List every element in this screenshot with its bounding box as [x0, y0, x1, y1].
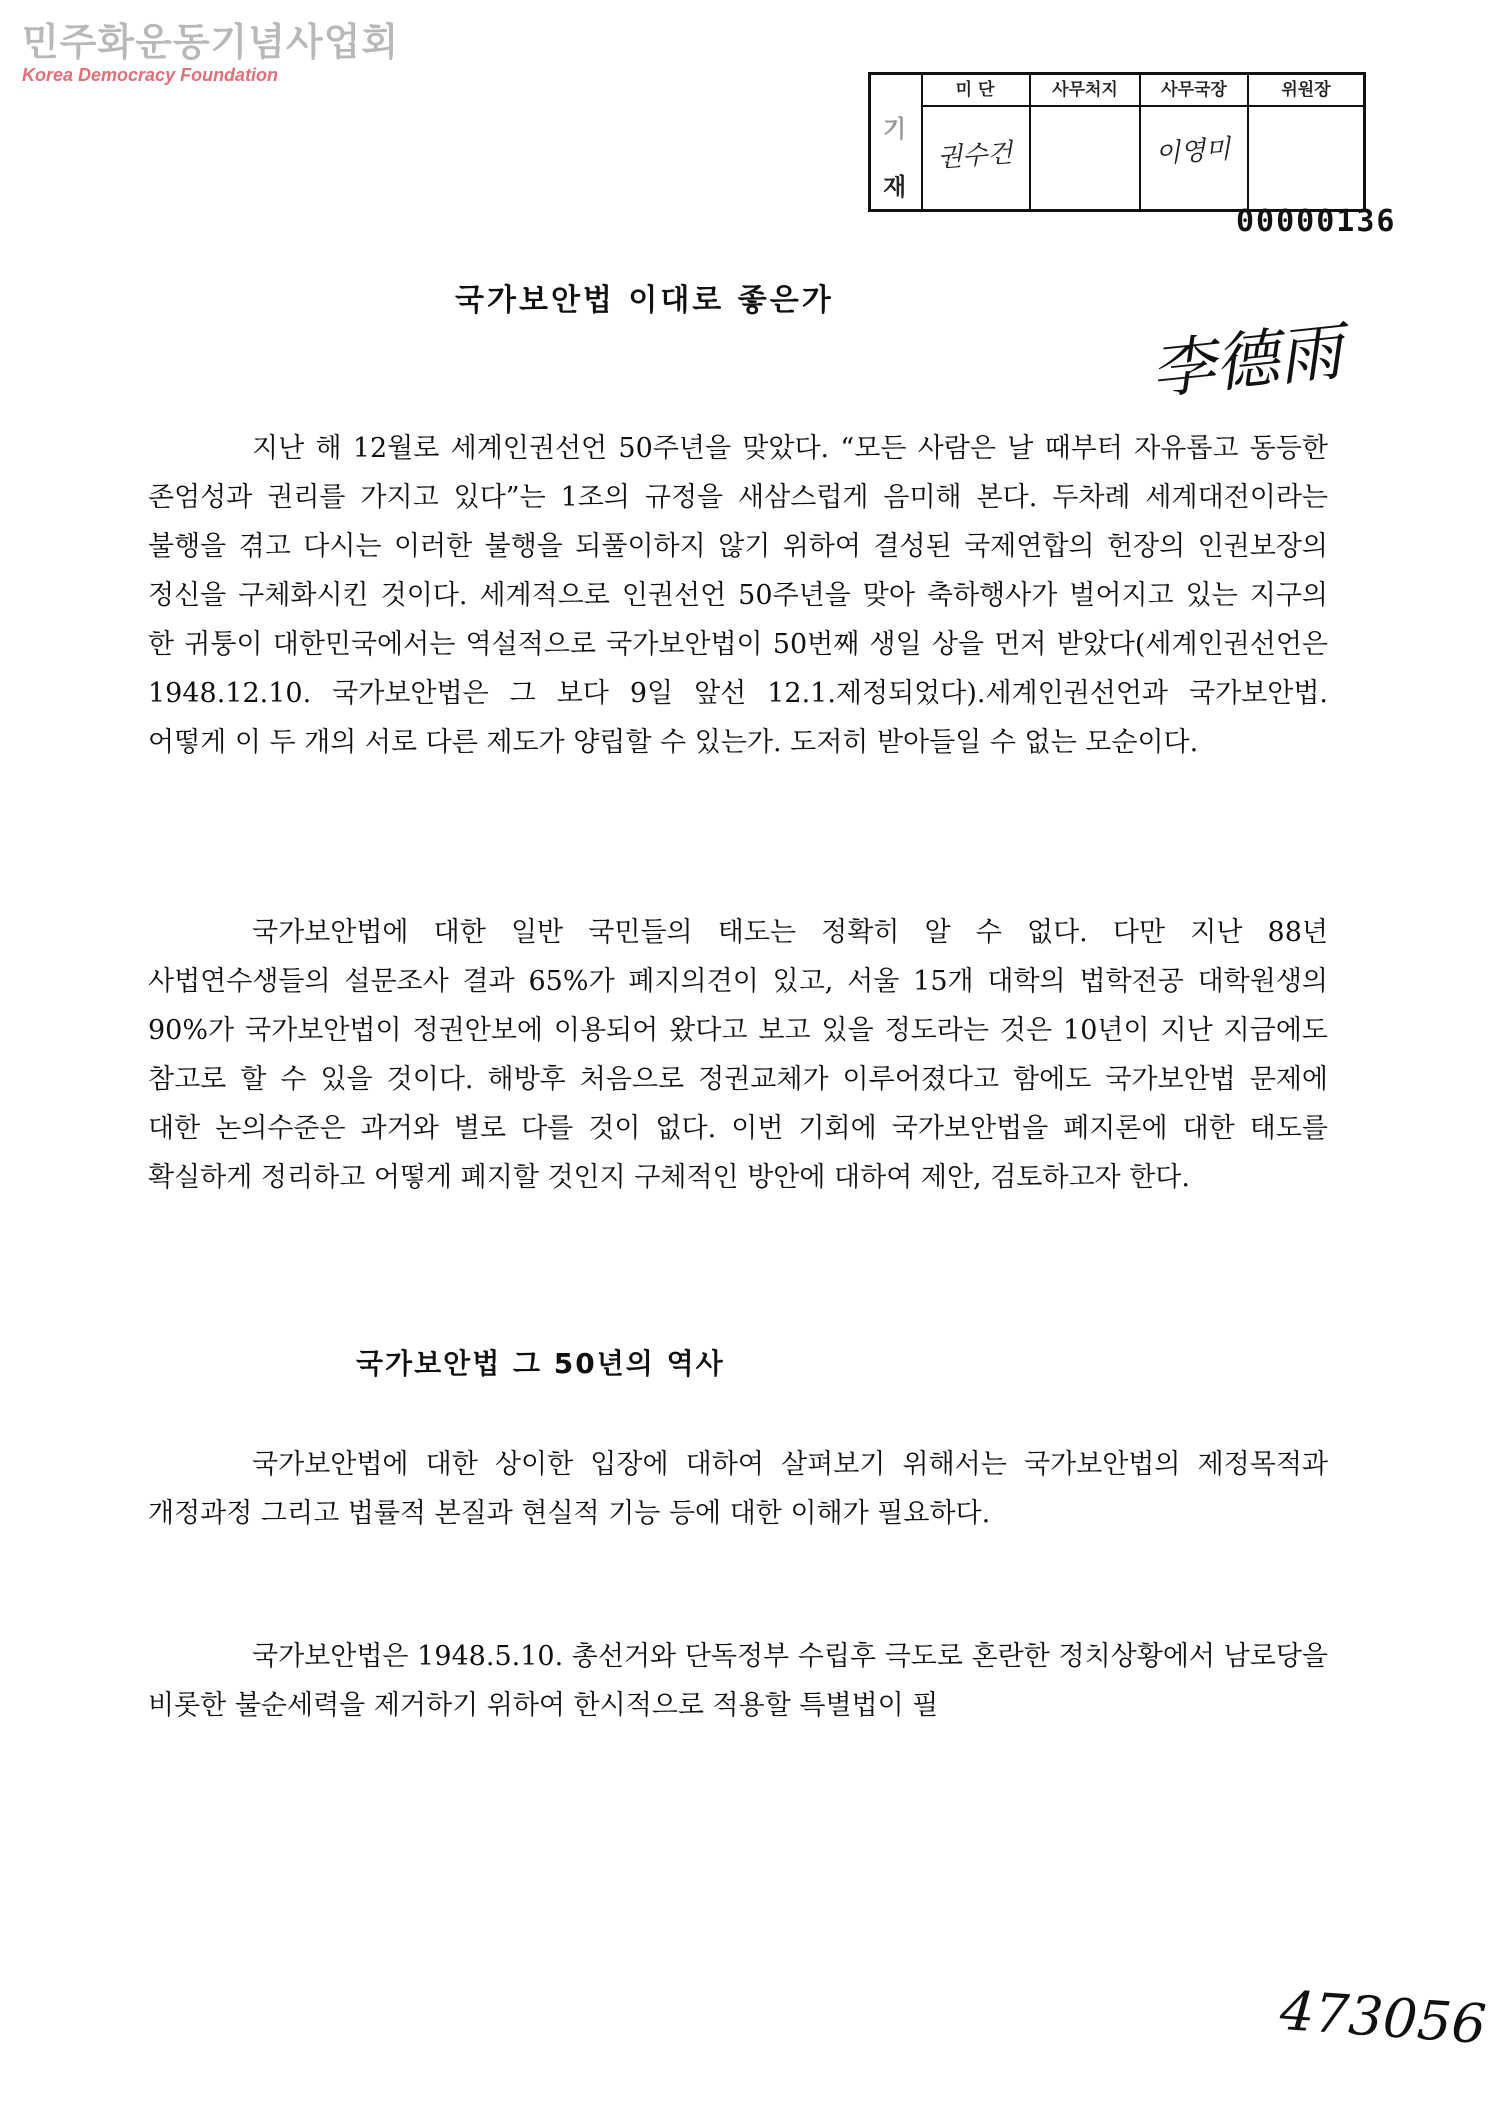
document-number: 00000136: [1236, 204, 1397, 239]
approval-header-cell: 사무국장: [1141, 75, 1249, 105]
approval-side-label-top: 기: [883, 115, 907, 143]
approval-side-label-bottom: 재: [883, 173, 907, 201]
approval-signature: 권수건: [936, 138, 1014, 174]
foundation-logo: [22, 20, 400, 86]
body-paragraph: 국가보안법에 대한 상이한 입장에 대하여 살펴보기 위해서는 국가보안법의 제정목적과 개정과정 그리고 법률적 본질과 현실적 기능 등에 대한 이해가 필요하다.: [148, 1449, 1328, 1529]
body-paragraph: 국가보안법은 1948.5.10. 총선거와 단독정부 수립후 극도로 혼란한 정치상황에서 남로당을 비롯한 불순세력을 제거하기 위하여 한시적으로 적용할 특별법이 필: [148, 1641, 1328, 1721]
approval-side-label: [871, 75, 923, 209]
approval-signature-cell: [921, 105, 1031, 209]
approval-signature-cell: [1249, 105, 1363, 209]
approval-header-cell: 위원장: [1281, 80, 1331, 100]
approval-signature-row: [921, 105, 1363, 209]
logo-english-name: Korea Democracy Foundation: [22, 65, 279, 85]
author-signature: 李德雨: [1147, 315, 1346, 409]
approval-header-cell: 사무처지: [1031, 75, 1141, 105]
approval-stamp-box: [868, 72, 1366, 212]
approval-header-row: [921, 75, 1363, 107]
document-title: 국가보안법 이대로 좋은가: [455, 283, 834, 318]
body-paragraph: 국가보안법에 대한 일반 국민들의 태도는 정확히 알 수 없다. 다만 지난 88년 사법연수생들의 설문조사 결과 65%가 폐지의견이 있고, 서울 15개 대학의 법학전공 대학원생의 90%가 국가보안법이 정권안보에 이용되어 왔다고 보고 있을 정도라는 것은 10년이 지난 지금에도 참고로 할 수 있을 것이다. 해방후 처음으로 정권교체가 이루어졌다고 함에도 국가보안법 문제에 대한 논의수준은 과거와 별로 다를 것이 없다. 이번 기회에 국가보안법을 폐지론에 대한 태도를 확실하게 정리하고 어떻게 폐지할 것인지 구체적인 방안에 대하여 제안, 검토하고자 한다.: [148, 917, 1328, 1193]
approval-signature-cell: [1141, 105, 1249, 209]
approval-signature-cell: [1031, 105, 1141, 209]
logo-korean-name: 민주화운동기념사업회: [22, 20, 400, 64]
approval-signature: 이영미: [1154, 134, 1232, 170]
body-paragraph: 지난 해 12월로 세계인권선언 50주년을 맞았다. “모든 사람은 날 때부터 자유롭고 동등한 존엄성과 권리를 가지고 있다”는 1조의 규정을 새삼스럽게 음미해 본다. 두차례 세계대전이라는 불행을 겪고 다시는 이러한 불행을 되풀이하지 않기 위하여 결성된 국제연합의 헌장의 인권보장의 정신을 구체화시킨 것이다. 세계적으로 인권선언 50주년을 맞아 축하행사가 벌어지고 있는 지구의 한 귀퉁이 대한민국에서는 역설적으로 국가보안법이 50번째 생일 상을 먼저 받았다(세계인권선언은 1948.12.10. 국가보안법은 그 보다 9일 앞선 12.1.제정되었다).세계인권선언과 국가보안법. 어떻게 이 두 개의 서로 다른 제도가 양립할 수 있는가. 도저히 받아들일 수 없는 모순이다.: [148, 433, 1328, 758]
archive-number: 473056: [1278, 1978, 1488, 2057]
section-heading: 국가보안법 그 50년의 역사: [356, 1347, 725, 1380]
approval-header-cell: 미 단: [921, 75, 1031, 105]
